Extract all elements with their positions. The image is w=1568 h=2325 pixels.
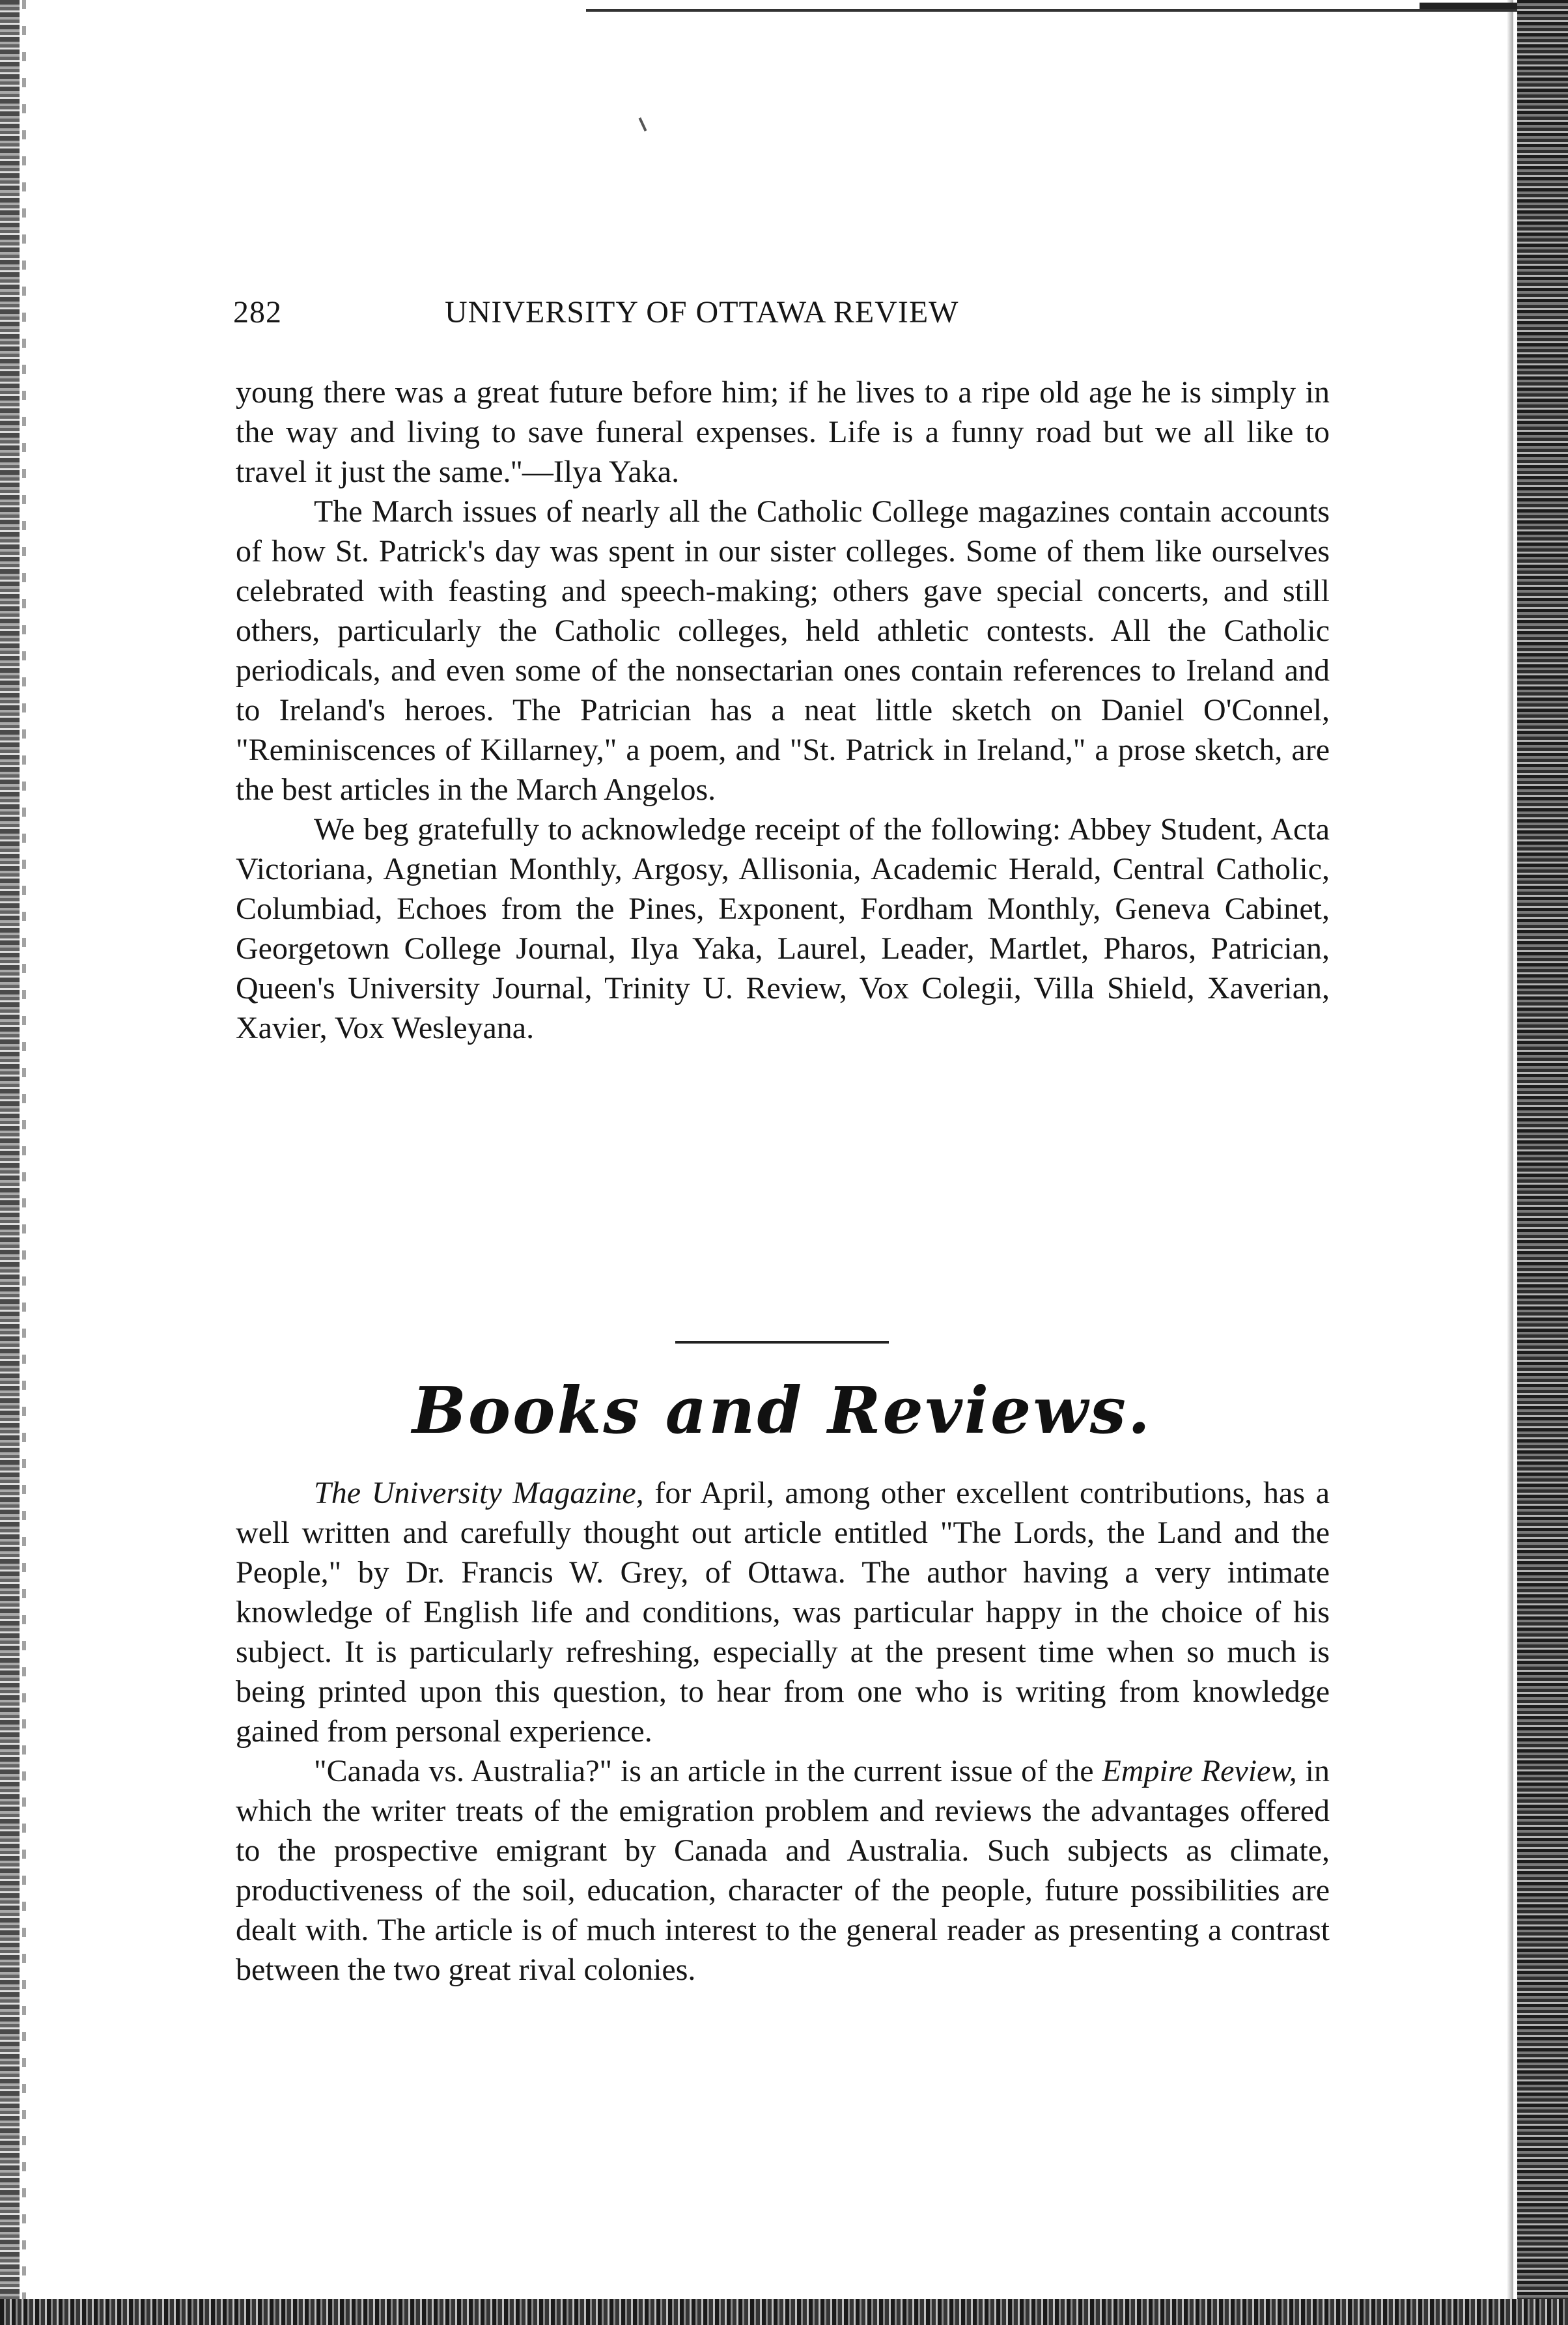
publication-title: The University Magazine,: [314, 1476, 644, 1510]
section-heading: Books and Reviews.: [412, 1374, 1153, 1448]
exchanges-paragraph: young there was a great future before him; if he lives to a ripe old age he is simply in the way and living to save funeral expenses. Life is a funny road but we all like to travel it just the same.''—Ilya Yaka.: [236, 375, 1330, 489]
scan-edge-top: [586, 9, 1517, 12]
scan-edge-right: [1517, 0, 1568, 2325]
scan-edge-bottom: [0, 2299, 1568, 2325]
review-paragraph: [236, 1473, 1330, 1751]
publication-title: Empire Review,: [1102, 1754, 1297, 1788]
running-head: [233, 292, 1327, 333]
scan-edge-left: [0, 0, 20, 2325]
review-text: for April, among other excellent contributions, has a well written and carefully thought out article entitled "The Lords, the Land and the People," by Dr. Francis W. Grey, of Ottawa. The author having a very intimate knowledge of English life and conditions, was particular happy in the choice of his subject. It is particularly refreshing, especially at the present time when so much is being printed upon this question, to hear from one who is writing from knowledge gained from personal experience.: [236, 1476, 1330, 1749]
scan-edge-left-inner: [22, 0, 26, 2325]
scan-edge-top-corner: [1420, 3, 1517, 9]
scan-edge-right-shadow: [1507, 0, 1513, 2325]
review-text: in which the writer treats of the emigration problem and reviews the advantages offered to the prospective emigrant by Canada and Australia. Such subjects as climate, productiveness of the soil, education, character of the people, future possibilities are dealt with. The article is of much interest to the general reader as presenting a contrast between the two great rival colonies.: [236, 1754, 1330, 1987]
exchanges-paragraph: The March issues of nearly all the Catholic College magazines contain accounts of how St. Patrick's day was spent in our sister colleges. Some of them like ourselves celebrated with feasting and speech-making; others gave special concerts, and still others, particularly the Catholic colleges, held athletic contests. All the Catholic periodicals, and even some of the nonsectarian ones contain references to Ireland and to Ireland's heroes. The Patrician has a neat little sketch on Daniel O'Connel, "Reminiscences of Killarney," a poem, and "St. Patrick in Ireland," a prose sketch, are the best articles in the March Angelos.: [236, 494, 1330, 807]
review-text: "Canada vs. Australia?" is an article in the current issue of the: [314, 1754, 1102, 1788]
section-divider: [675, 1341, 889, 1344]
exchanges-acknowledgement: We beg gratefully to acknowledge receipt of the following: Abbey Student, Acta Victoriana, Agnetian Monthly, Argosy, Allisonia, Academic Herald, Central Catholic, Columbiad, Echoes from the Pines, Exponent, Fordham Monthly, Geneva Cabinet, Georgetown College Journal, Ilya Yaka, Laurel, Leader, Martlet, Pharos, Patrician, Queen's University Journal, Trinity U. Review, Vox Colegii, Villa Shield, Xaverian, Xavier, Vox Wesleyana.: [236, 812, 1330, 1045]
books-column: [236, 1473, 1330, 1990]
exchanges-column: [236, 373, 1330, 1048]
page-number: 282: [233, 295, 282, 330]
review-paragraph: [236, 1751, 1330, 1990]
scan-speck: [639, 117, 647, 132]
journal-title: UNIVERSITY OF OTTAWA REVIEW: [445, 295, 959, 330]
